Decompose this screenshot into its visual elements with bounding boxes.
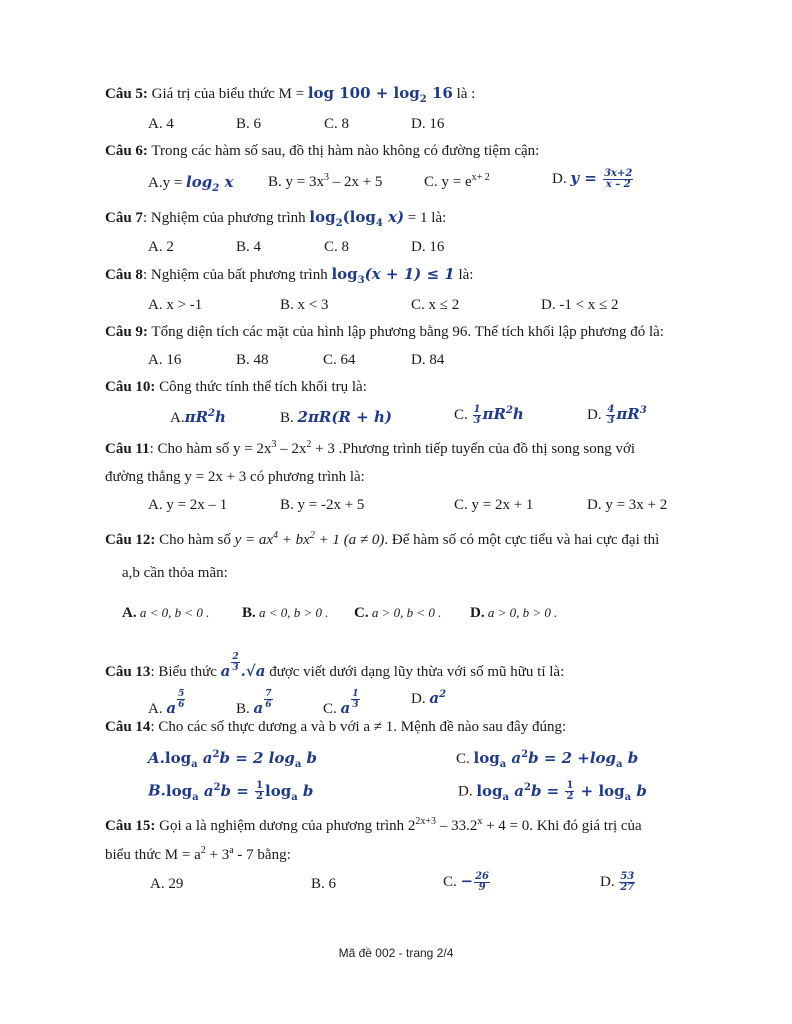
question-10-option-c[interactable]: C. $\frac{1}{3}$ $\pi R^2h$ [454,404,524,427]
question-11-option-c[interactable]: C. y = 2x + 1 [454,497,534,513]
question-6-option-b[interactable]: B. $y = 3x^3 - 2x + 5$ [268,172,383,190]
question-label: Câu 6: [105,143,148,159]
stem-text: là : [452,86,476,102]
question-12-option-a[interactable]: A. a < 0, b < 0 . [122,605,210,621]
question-8-option-c[interactable]: C. x ≤ 2 [411,297,460,313]
question-label: Câu 13 [105,664,151,680]
question-label: Câu 9: [105,324,148,340]
question-11-stem-continued: đường thẳng y = 2x + 3 có phương trình là: [105,469,365,485]
question-7-option-a[interactable]: A. 2 [148,239,174,255]
question-6-option-d[interactable]: D. y = $\frac{3x+2}{x - 2}$ [552,168,633,191]
question-15-stem: Câu 15: Gọi a là nghiệm dương của phương trình $2^{2x+3} - 33.2^x + 4 = 0$. Khi đó giá trị của [105,816,642,834]
question-7-option-c[interactable]: C. 8 [324,239,350,255]
question-label: Câu 10: [105,379,156,395]
question-9-option-a[interactable]: A. 16 [148,352,182,368]
stem-text: Trong các hàm số sau, đồ thị hàm nào không có đường tiệm cận: [147,143,540,159]
question-11-option-b[interactable]: B. y = -2x + 5 [280,497,365,513]
question-label: Câu 12: [105,532,156,548]
question-8-option-b[interactable]: B. x < 3 [280,297,329,313]
question-10-option-b[interactable]: B. 2πR(R + h) [280,408,392,426]
stem-text: Giá trị của biểu thức M = [147,86,308,102]
question-15-option-c[interactable]: C. − $\frac{26}{9}$ [443,871,490,894]
question-12-stem-continued: a,b cần thỏa mãn: [122,565,228,581]
question-7-stem: Câu 7: Nghiệm của phương trình $\log_2(\log_4$ x) = 1 là: [105,208,447,229]
question-5-stem [105,84,475,103]
question-9-option-c[interactable]: C. 64 [323,352,356,368]
question-label: Câu 11 [105,441,150,457]
question-5-option-d[interactable]: D. 16 [411,116,445,132]
question-10-option-d[interactable]: D. $\frac{4}{3}$ $\pi R^3$ [587,404,647,427]
question-8-option-d[interactable]: D. -1 < x ≤ 2 [541,297,619,313]
question-6-stem [105,142,539,160]
question-11-option-a[interactable]: A. y = 2x – 1 [148,497,228,513]
math-expression: $\log 100 + \log_2 16$ [307,84,453,105]
question-9-option-b[interactable]: B. 48 [236,352,269,368]
question-12-option-c[interactable]: C. a > 0, b < 0 . [354,605,442,621]
question-label: Câu 15: [105,818,156,834]
question-label: Câu 8 [105,267,143,283]
question-14-option-a[interactable]: $A.\log_a$ $a^2b = 2$ $\log_a b$ [148,749,318,770]
question-13-stem: Câu 13: Biểu thức a $\frac{2}{3}$ .√a được viết dưới dạng lũy thừa với số mũ hữu tỉ là: [105,652,565,680]
question-label: Câu 14 [105,719,151,735]
question-6-option-c[interactable]: C. $y = e^{x+ 2}$ [424,172,490,190]
question-5-option-b[interactable]: B. 6 [236,116,262,132]
question-15-option-b[interactable]: B. 6 [311,876,337,892]
question-12-stem: Câu 12: Cho hàm số $y = ax^4 + bx^2 + 1$ (a ≠ 0). Để hàm số có một cực tiểu và hai cực đại thì [105,530,660,548]
question-11-stem: Câu 11: Cho hàm số $y = 2x^3 - 2x^2 + 3$ .Phương trình tiếp tuyến của đồ thị song song với [105,439,636,457]
question-14-option-d[interactable]: D. $\log_a a^2b$ = $\frac{1}{2}$ + $\log_a b$ [458,780,647,803]
question-9-option-d[interactable]: D. 84 [411,352,445,368]
question-8-option-a[interactable]: A. x > -1 [148,297,203,313]
question-13-option-b[interactable]: B. a $\frac{7}{6}$ [236,689,272,717]
question-14-option-b[interactable]: $B.\log_a$ $a^2b$ = $\frac{1}{2}$ $\log_a b$ [148,780,314,803]
question-13-option-a[interactable]: A. a $\frac{5}{6}$ [148,689,185,717]
page-footer: Mã đề 002 - trang 2/4 [338,946,454,960]
question-14-stem: Câu 14: Cho các số thực dương a và b với a ≠ 1. Mệnh đề nào sau đây đúng: [105,719,567,735]
question-5-option-c[interactable]: C. 8 [324,116,350,132]
question-13-option-c[interactable]: C. a $\frac{1}{3}$ [323,689,359,717]
question-11-option-d[interactable]: D. y = 3x + 2 [587,497,668,513]
question-15-stem-continued: biểu thức $M = a^2 + 3^a - 7$ bằng: [105,845,291,863]
question-6-option-a[interactable]: $A.y = \log_2 x$ [148,173,234,194]
question-7-option-b[interactable]: B. 4 [236,239,262,255]
question-12-option-d[interactable]: D. a > 0, b > 0 . [470,605,558,621]
question-14-option-c[interactable]: C. $\log_a a^2b = 2 +\log_a$ b [456,749,639,770]
question-10-stem: Câu 10: Công thức tính thể tích khối trụ là: [105,379,367,395]
question-7-option-d[interactable]: D. 16 [411,239,445,255]
question-15-option-a[interactable]: A. 29 [150,876,184,892]
question-13-option-d[interactable]: D. $a^2$ [411,689,447,707]
question-15-option-d[interactable]: D. $\frac{53}{27}$ [600,871,635,893]
question-10-option-a[interactable]: $A.\pi R^2h$ [170,408,226,426]
question-9-stem: Câu 9: Tổng diện tích các mặt của hình lập phương bằng 96. Thể tích khối lập phương đó là: [105,324,664,340]
question-label: Câu 5: [105,86,148,102]
question-5-option-a[interactable]: A. 4 [148,116,174,132]
question-8-stem: Câu 8: Nghiệm của bất phương trình $\log_3(x + 1) \le 1$ là: [105,265,474,286]
question-12-option-b[interactable]: B. a < 0, b > 0 . [242,605,329,621]
question-label: Câu 7 [105,210,143,226]
